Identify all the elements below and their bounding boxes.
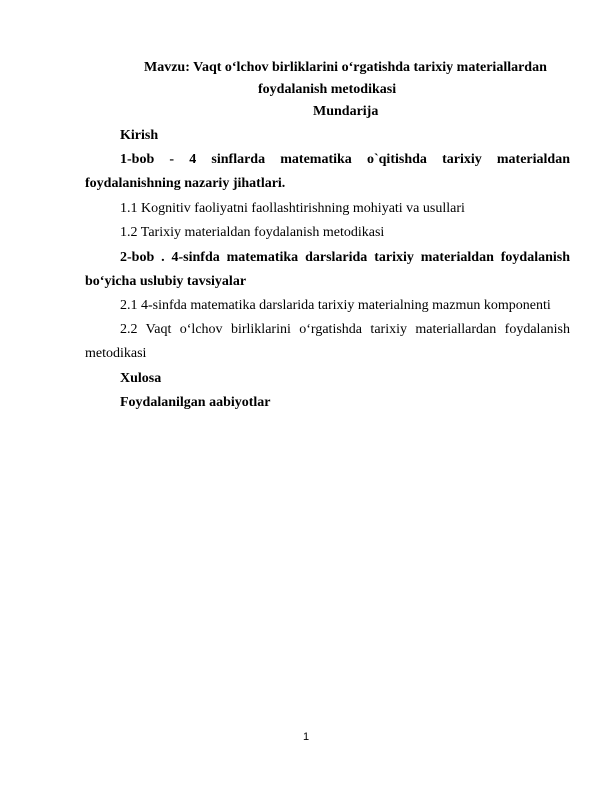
toc-chapter-1-line-1: 1-bob - 4 sinflarda matematika o`qitishda tarixiy materialdan — [120, 152, 570, 167]
toc-intro: Kirish — [120, 128, 159, 143]
toc-chapter-1-line-2: foydalanishning nazariy jihatlari. — [85, 176, 286, 191]
toc-chapter-2-line-1: 2-bob . 4-sinfda matematika darslarida tarixiy materialdan foydalanish — [120, 250, 570, 265]
toc-section-2-2-line-2: metodikasi — [85, 346, 147, 361]
toc-conclusion: Xulosa — [120, 371, 162, 386]
contents-heading: Mundarija — [313, 104, 379, 119]
toc-section-1-1: 1.1 Kognitiv faoliyatni faollashtirishning mohiyati va usullari — [120, 201, 465, 216]
title-line-2: foydalanish metodikasi — [258, 82, 397, 97]
title-line-1: Mavzu: Vaqt o‘lchov birliklarini o‘rgatishda tarixiy materiallardan — [144, 60, 547, 75]
toc-references: Foydalanilgan aabiyotlar — [120, 395, 271, 410]
toc-section-2-2-line-1: 2.2 Vaqt o‘lchov birliklarini o‘rgatishda tarixiy materiallardan foydalanish — [120, 322, 570, 337]
toc-section-1-2: 1.2 Tarixiy materialdan foydalanish metodikasi — [120, 225, 385, 240]
toc-section-2-1: 2.1 4-sinfda matematika darslarida tarixiy materialning mazmun komponenti — [120, 298, 551, 313]
toc-chapter-2-line-2: bo‘yicha uslubiy tavsiyalar — [85, 274, 247, 289]
page-number: 1 — [302, 731, 310, 743]
